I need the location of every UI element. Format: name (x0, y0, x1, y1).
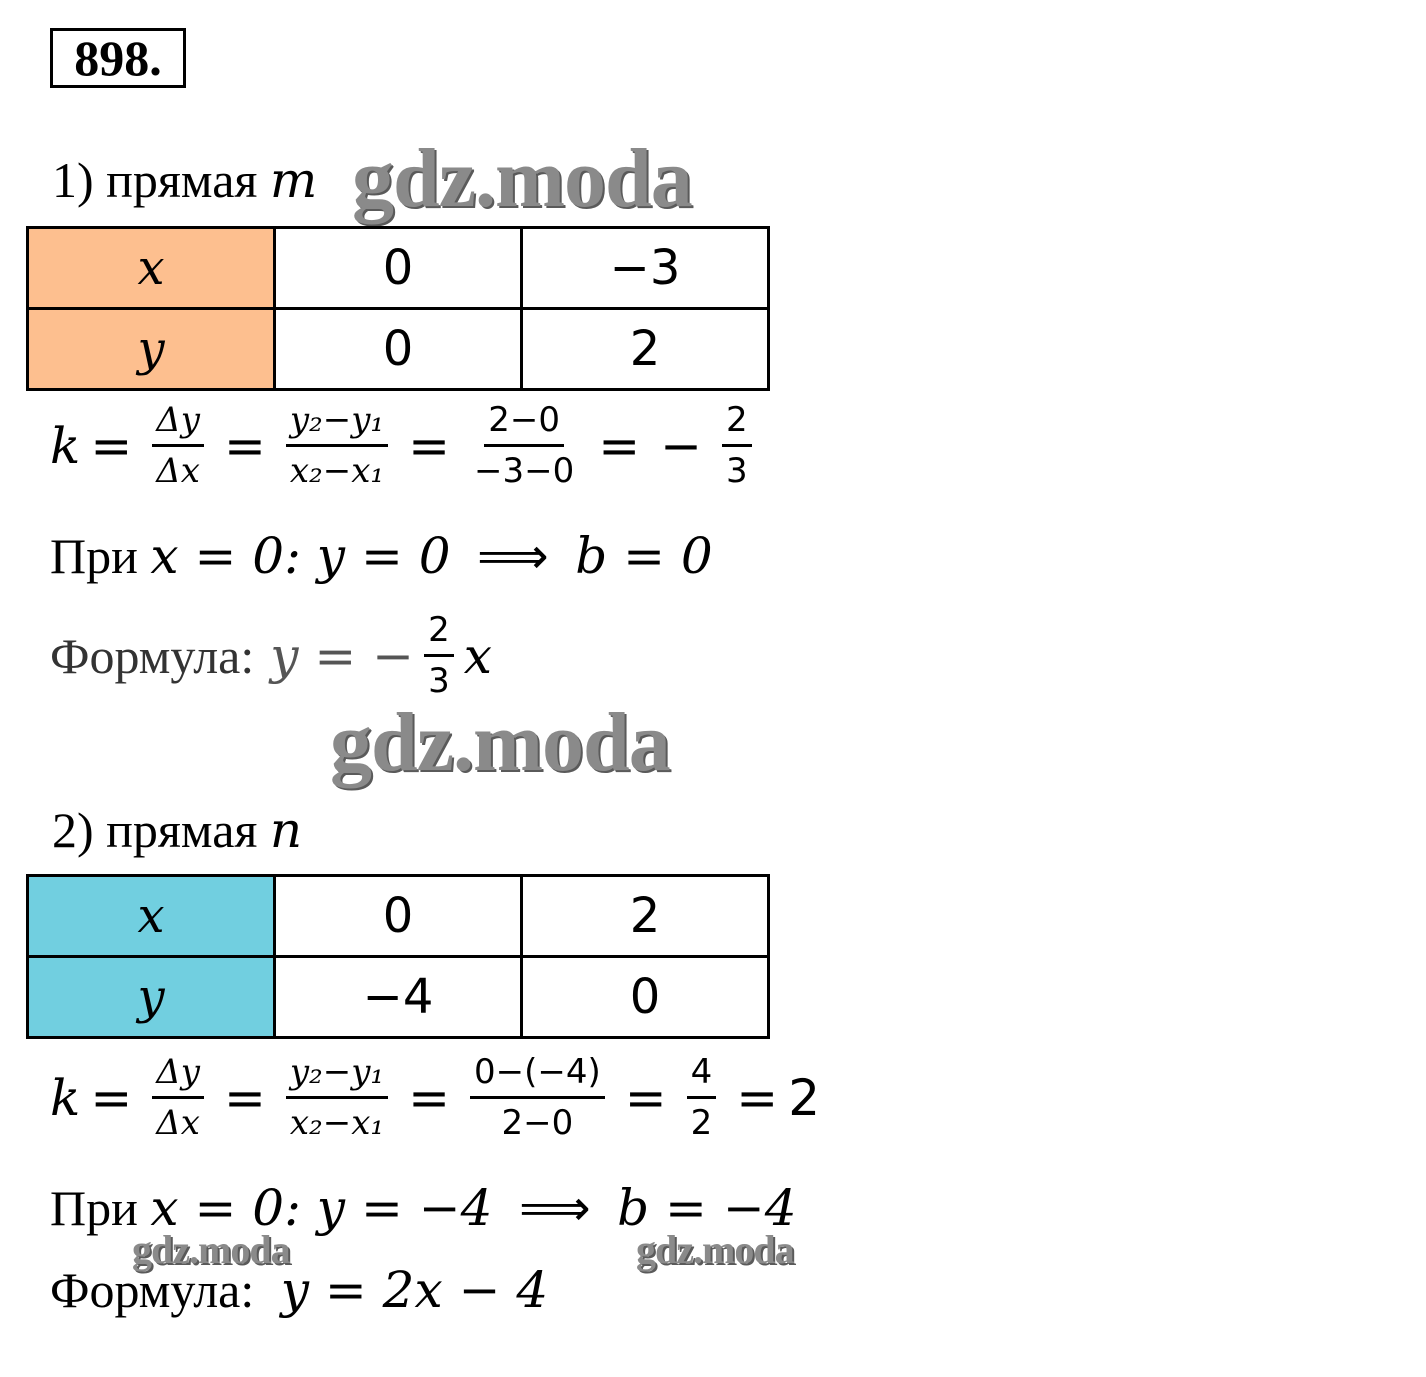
fraction: $\frac{\Delta y}{\Delta x}$ (152, 1052, 204, 1143)
watermark-1: gdz.moda (352, 132, 692, 225)
part2-line-var: n (269, 801, 303, 859)
problem-number: 898. (50, 28, 186, 88)
part1-row-y-label: y (28, 309, 275, 390)
table-row (28, 228, 769, 309)
k-result: 2 (788, 1068, 821, 1127)
table-cell: −3 (522, 228, 769, 309)
part2-k-formula: k = $\frac{\Delta y}{\Delta x}$ = $\frac{\text{y₂−y₁}}{\text{x₂−x₁}}$ = $\frac{0-(-4)}{2-0}$ = $\frac{4}{2}$ = 2 (50, 1052, 821, 1143)
table-row (28, 876, 769, 957)
table-cell: 0 (522, 957, 769, 1038)
part2-formula-line: Формула: y = 2x − 4 (50, 1261, 549, 1319)
fraction: $\frac{2}{3}$ (424, 610, 454, 701)
fraction: $\frac{\text{y₂−y₁}}{\text{x₂−x₁}}$ (286, 1052, 388, 1143)
part1-table (26, 226, 770, 391)
table-cell: 2 (522, 309, 769, 390)
part1-when-line: При x = 0: y = 0 ⟹ b = 0 (50, 527, 713, 585)
watermark-4: gdz.moda (636, 1227, 794, 1272)
table-row (28, 309, 769, 390)
part2-row-y-label: y (28, 957, 275, 1038)
table-cell: 0 (275, 876, 522, 957)
table-row (28, 957, 769, 1038)
table-cell: 2 (522, 876, 769, 957)
fraction: $\frac{4}{2}$ (687, 1052, 717, 1143)
fraction: $\frac{2-0}{-3-0}$ (473, 400, 575, 491)
table-cell: 0 (275, 309, 522, 390)
watermark-3: gdz.moda (132, 1227, 290, 1272)
part1-line-var: m (269, 151, 318, 209)
fraction: $\frac{\Delta y}{\Delta x}$ (152, 400, 204, 491)
table-cell: 0 (275, 228, 522, 309)
fraction: $\frac{2}{3}$ (722, 400, 752, 491)
part1-title (52, 152, 317, 208)
part2-table (26, 874, 770, 1039)
table-cell: −4 (275, 957, 522, 1038)
part2-title-text: 2) прямая (52, 802, 258, 858)
part1-row-x-label: x (28, 228, 275, 309)
part2-row-x-label: x (28, 876, 275, 957)
part1-formula-line: Формула: y = − $\frac{2}{3}$ x (50, 610, 492, 701)
k-symbol: k (50, 1068, 81, 1127)
part2-title (52, 802, 302, 858)
part1-title-text: 1) прямая (52, 152, 258, 208)
fraction: $\frac{\text{y₂−y₁}}{\text{x₂−x₁}}$ (286, 400, 388, 491)
part1-k-formula: k = $\frac{\Delta y}{\Delta x}$ = $\frac{\text{y₂−y₁}}{\text{x₂−x₁}}$ = $\frac{2-0}{-3-0}$ = − $\frac{2}{3}$ (50, 400, 762, 491)
watermark-2: gdz.moda (330, 696, 670, 789)
part2-when-line: При x = 0: y = −4 ⟹ b = −4 (50, 1179, 797, 1237)
minus-sign: − (660, 416, 703, 475)
fraction: $\frac{0-(-4)}{2-0}$ (470, 1052, 605, 1143)
k-symbol: k (50, 416, 81, 475)
